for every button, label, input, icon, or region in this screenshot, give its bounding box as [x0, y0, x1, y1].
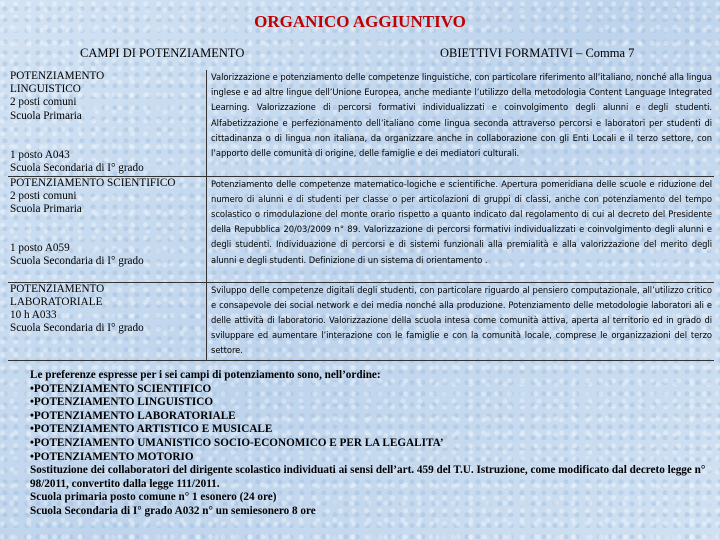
campo-line: 2 posti comuni — [10, 189, 77, 202]
table-row — [8, 282, 714, 360]
campo-line: LABORATORIALE — [10, 295, 103, 308]
preference-item: •POTENZIAMENTO UMANISTICO SOCIO-ECONOMICO E PER LA LEGALITA’ — [30, 436, 444, 449]
campo-line: Scuola Secondaria di I° grado — [10, 162, 144, 175]
campo-cell — [8, 176, 207, 282]
preference-item: •POTENZIAMENTO LINGUISTICO — [30, 396, 214, 409]
table-row — [8, 70, 714, 176]
header-campi: CAMPI DI POTENZIAMENTO — [80, 46, 245, 60]
campo-line: 1 posto A043 — [10, 148, 70, 161]
notes-primaria: Scuola primaria posto comune n° 1 esonero (24 ore) — [30, 491, 277, 504]
campo-line: Scuola Secondaria di I° grado — [10, 255, 144, 268]
obiettivi-text: Sviluppo delle competenze digitali degli studenti, con particolare riguardo al pensiero computazionale, all’utilizzo critico e consapevole dei social network e dei media nonché alla produzione. Potenziamento delle metodologie laboratori ali e delle attività di laboratorio. Valorizzazione della scuola intesa come comunità attiva, aperta al territorio ed in grado di sviluppare ed aumentare l’interazione con le famiglie e con la comunità locale, comprese le organizzazioni del terzo settore. — [211, 284, 712, 356]
campo-line: 2 posti comuni — [10, 96, 77, 109]
notes-secondaria: Scuola Secondaria di I° grado A032 n° un semiesonero 8 ore — [30, 504, 316, 517]
potenziamento-table — [8, 70, 714, 361]
obiettivi-text: Potenziamento delle competenze matematico-logiche e scientifiche. Apertura pomeridiana delle scuole e riduzione del numero di alunni e di studenti per classe o per articolazioni di gruppi di classi, anche con potenziamento del tempo scolastico o rimodulazione del monte orario rispetto a quanto indicato dal regolamento di cui al decreto del Presidente della Repubblica 20/03/2009 n° 89. Valorizzazione di percorsi formativi individualizzati e coinvolgimento degli alunni e degli studenti. Individuazione di percorsi e di sistemi funzionali alla premialità e alla valorizzazione del merito degli alunni e degli studenti. Definizione di un sistema di orientamento . — [211, 178, 712, 265]
campo-line: Scuola Primaria — [10, 202, 82, 215]
campo-line: POTENZIAMENTO — [10, 70, 105, 82]
preference-item: •POTENZIAMENTO LABORATORIALE — [30, 409, 236, 422]
campo-line: Scuola Primaria — [10, 109, 82, 122]
slide-title: ORGANICO AGGIUNTIVO — [254, 12, 466, 31]
campo-line: POTENZIAMENTO — [10, 282, 105, 295]
preference-item: •POTENZIAMENTO MOTORIO — [30, 450, 194, 463]
campo-line: 1 posto A059 — [10, 242, 70, 255]
preferences-notes — [30, 369, 710, 519]
table-row — [8, 176, 714, 282]
notes-intro: Le preferenze espresse per i sei campi di potenziamento sono, nell’ordine: — [30, 369, 381, 381]
obiettivi-text: Valorizzazione e potenziamento delle competenze linguistiche, con particolare riferimento all’italiano, nonché alla lingua inglese e ad altre lingue dell’Unione Europea, anche mediante l’utilizzo della metodologia Content Language Integrated Learning. Valorizzazione di percorsi formativi individualizzati e coinvolgimento degli alunni e degli studenti. Alfabetizzazione e perfezionamento dell’italiano come lingua seconda attraverso percorsi e laboratori per studenti di cittadinanza o di lingua non italiana, da organizzare anche in collaborazione con gli Enti Locali e il terzo settore, con l’apporto delle comunità di origine, delle famiglie e dei mediatori culturali. — [211, 72, 712, 159]
header-obiettivi: OBIETTIVI FORMATIVI – Comma 7 — [440, 46, 635, 60]
preference-item: •POTENZIAMENTO SCIENTIFICO — [30, 382, 212, 395]
campo-line: 10 h A033 — [10, 308, 57, 321]
preference-item: •POTENZIAMENTO ARTISTICO E MUSICALE — [30, 423, 273, 436]
campo-line: LINGUISTICO — [10, 83, 81, 96]
notes-sostituzione: Sostituzione dei collaboratori del dirigente scolastico individuati ai sensi dell’art. 459 del T.U. Istruzione, come modificato dal decreto legge n° 98/2011, convertito dalla legge 111/2011. — [30, 464, 706, 490]
campo-cell — [8, 282, 207, 360]
campo-line: POTENZIAMENTO SCIENTIFICO — [10, 176, 176, 189]
campo-line: Scuola Secondaria di I° grado — [10, 322, 144, 335]
campo-cell — [8, 70, 207, 176]
